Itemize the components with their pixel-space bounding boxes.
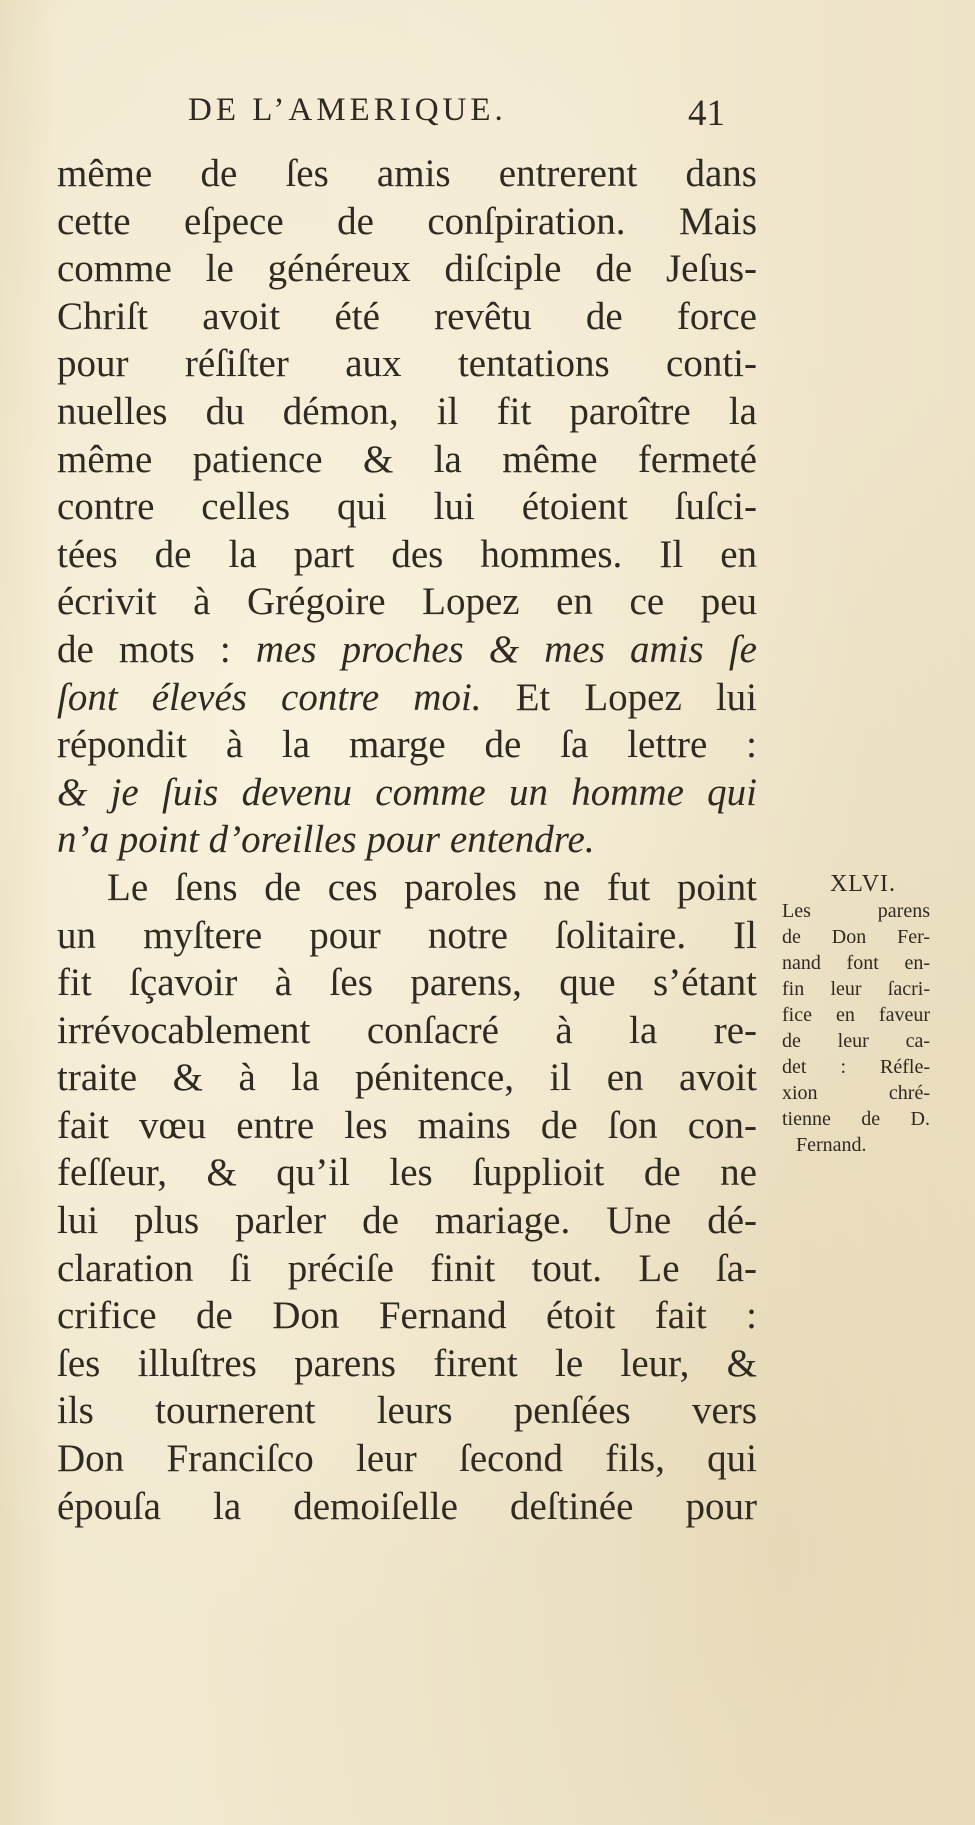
italic-quote: ſont élevés contre moi.: [57, 675, 482, 719]
margin-note: [782, 870, 930, 1158]
margin-note-line: tienne de D.: [782, 1108, 930, 1130]
page-number: 41: [688, 93, 725, 134]
text-line: un myſtere pour notre ſolitaire. Il: [57, 913, 757, 957]
text-line: irrévocablement conſacré à la re-: [57, 1008, 757, 1052]
margin-note-line: fin leur ſacri-: [782, 978, 930, 1000]
paragraph-start-line: Le ſens de ces paroles ne fut point: [107, 865, 757, 909]
text-line: pour réſiſter aux tentations conti-: [57, 342, 757, 386]
text-line: contre celles qui lui étoient ſuſci-: [57, 485, 757, 529]
text-line: répondit à la marge de ſa lettre :: [57, 723, 757, 767]
text-line: tées de la part des hommes. Il en: [57, 532, 757, 576]
text-line: comme le généreux diſciple de Jeſus-: [57, 247, 757, 291]
text-line: épouſa la demoiſelle deſtinée pour: [57, 1484, 757, 1528]
text-line: feſſeur, & qu’il les ſupplioit de ne: [57, 1151, 757, 1195]
margin-note-line: de leur ca-: [782, 1030, 930, 1052]
text-line: traite & à la pénitence, il en avoit: [57, 1056, 757, 1100]
text-span: Et Lopez lui: [515, 675, 758, 719]
text-line: ils tournerent leurs penſées vers: [57, 1389, 757, 1433]
margin-note-line: de Don Fer-: [782, 926, 930, 948]
text-line: même patience & la même fermeté: [57, 437, 757, 481]
text-line: même de ſes amis entrerent dans: [57, 152, 757, 195]
text-line: ſes illuſtres parens firent le leur, &: [57, 1341, 757, 1385]
text-line: lui plus parler de mariage. Une dé-: [57, 1199, 757, 1243]
text-line-mixed: [57, 674, 757, 722]
margin-note-line: Fernand.: [796, 1134, 867, 1156]
text-line: nuelles du démon, il fit paroître la: [57, 389, 757, 433]
margin-note-line: Les parens: [782, 900, 930, 922]
page-header: [0, 92, 975, 142]
italic-quote-line: n’a point d’oreilles pour entendre.: [57, 818, 595, 862]
text-line: cette eſpece de conſpiration. Mais: [57, 199, 757, 243]
text-line: écrivit à Grégoire Lopez en ce peu: [57, 580, 757, 624]
italic-quote-line: & je ſuis devenu comme un homme qui: [57, 770, 757, 814]
italic-quote: mes proches & mes amis ſe: [255, 627, 757, 671]
text-line-mixed: [57, 626, 757, 674]
margin-note-line: fice en faveur: [782, 1004, 930, 1026]
body-text: [57, 150, 757, 1530]
margin-note-line: det : Réfle-: [782, 1056, 930, 1078]
text-line: crifice de Don Fernand étoit fait :: [57, 1294, 757, 1338]
margin-note-number: XLVI.: [829, 871, 897, 897]
text-line: claration ſi préciſe finit tout. Le ſa-: [57, 1246, 757, 1290]
text-line: Don Franciſco leur ſecond fils, qui: [57, 1437, 757, 1481]
running-title: DE L’AMERIQUE.: [188, 92, 507, 128]
text-line: fit ſçavoir à ſes parens, que s’étant: [57, 961, 757, 1005]
text-line: Chriſt avoit été revêtu de force: [57, 294, 757, 338]
text-span: de mots :: [57, 627, 231, 671]
margin-note-line: xion chré-: [782, 1082, 930, 1104]
margin-note-line: nand font en-: [782, 952, 930, 974]
text-line: fait vœu entre les mains de ſon con-: [57, 1103, 757, 1147]
